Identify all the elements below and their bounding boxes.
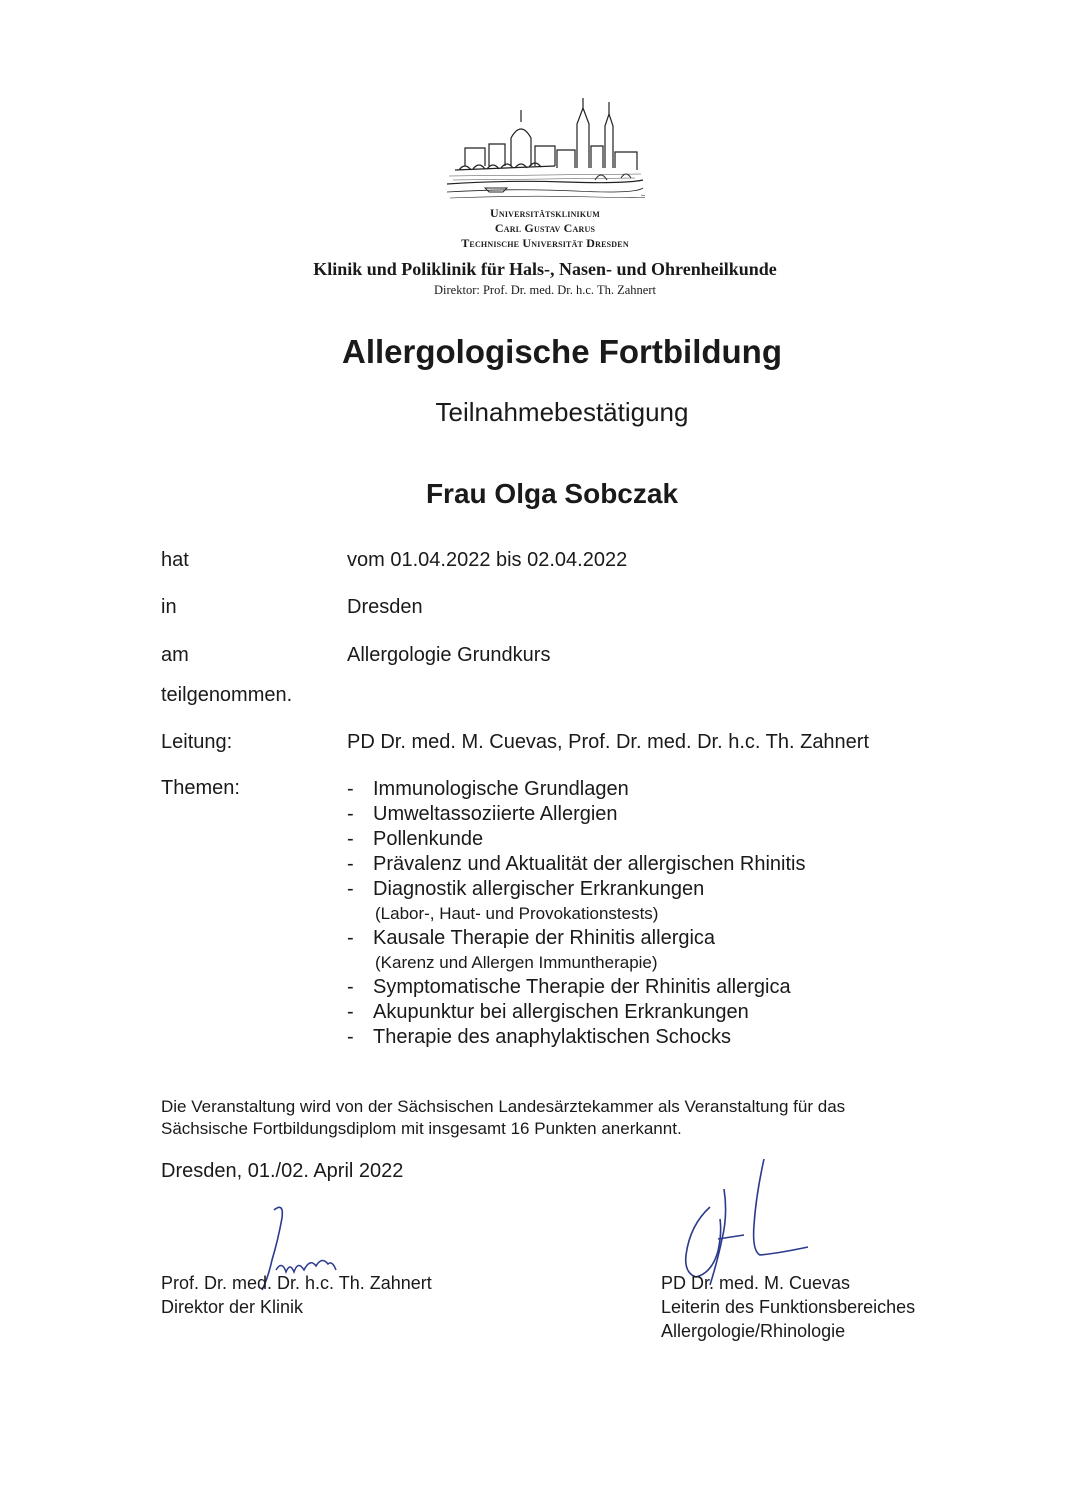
location: Dresden — [347, 596, 423, 618]
date-range: vom 01.04.2022 bis 02.04.2022 — [347, 549, 628, 571]
am-label: am — [161, 644, 189, 666]
topic-item — [347, 975, 805, 1000]
signer-cuevas — [661, 1271, 915, 1343]
topic-item — [347, 827, 805, 852]
topic-dash: - — [347, 778, 354, 800]
topic-text: Symptomatische Therapie der Rhinitis allergica — [373, 976, 791, 998]
participated-text: teilgenommen. — [161, 684, 293, 706]
topic-item — [347, 777, 805, 802]
topic-item — [347, 802, 805, 827]
signer-zahnert-name: Prof. Dr. med. Dr. h.c. Th. Zahnert — [161, 1273, 432, 1293]
topic-text: Prävalenz und Aktualität der allergischen Rhinitis — [373, 853, 806, 875]
topic-text: Kausale Therapie der Rhinitis allergica — [373, 927, 716, 949]
dresden-skyline-engraving-icon — [445, 96, 645, 206]
certificate-title: Allergologische Fortbildung — [342, 333, 782, 370]
signer-cuevas-name: PD Dr. med. M. Cuevas — [661, 1273, 851, 1293]
topic-text: Pollenkunde — [373, 828, 484, 850]
topic-subtext: (Labor-, Haut- und Provokationstests) — [375, 904, 659, 923]
topic-text: Umweltassoziierte Allergien — [373, 803, 618, 825]
topic-dash: - — [347, 828, 354, 850]
topic-subtext: (Karenz und Allergen Immuntherapie) — [375, 953, 658, 972]
topic-text: Immunologische Grundlagen — [373, 778, 629, 800]
institution-line-2: Carl Gustav Carus — [494, 221, 596, 235]
topic-item — [347, 1025, 805, 1050]
signer-cuevas-role-1: Leiterin des Funktionsbereiches — [661, 1297, 916, 1317]
accreditation-note-line-2: Sächsische Fortbildungsdiplom mit insgesamt 16 Punkten anerkannt. — [161, 1119, 682, 1138]
topic-dash: - — [347, 927, 354, 949]
place-date: Dresden, 01./02. April 2022 — [161, 1160, 404, 1182]
signer-cuevas-role-2: Allergologie/Rhinologie — [661, 1321, 846, 1341]
signer-zahnert-role: Direktor der Klinik — [161, 1297, 304, 1317]
leitung-value: PD Dr. med. M. Cuevas, Prof. Dr. med. Dr. h.c. Th. Zahnert — [347, 731, 870, 753]
accreditation-note-line-1: Die Veranstaltung wird von der Sächsischen Landesärztekammer als Veranstaltung für das — [161, 1097, 846, 1116]
topic-item — [347, 1000, 805, 1025]
topic-text: Diagnostik allergischer Erkrankungen — [373, 878, 705, 900]
topic-item — [347, 877, 805, 926]
institution-line-3: Technische Universität Dresden — [461, 236, 629, 250]
topics-list — [347, 777, 805, 1050]
topic-text: Therapie des anaphylaktischen Schocks — [373, 1026, 731, 1048]
topic-dash: - — [347, 878, 354, 900]
topic-dash: - — [347, 1026, 354, 1048]
participant-name: Frau Olga Sobczak — [425, 478, 679, 509]
signer-zahnert — [161, 1271, 432, 1319]
clinic-director: Direktor: Prof. Dr. med. Dr. h.c. Th. Zahnert — [434, 283, 656, 297]
hat-label: hat — [161, 549, 189, 571]
course-name: Allergologie Grundkurs — [347, 644, 551, 666]
institution-line-1: Universitätsklinikum — [489, 206, 601, 220]
topic-dash: - — [347, 1001, 354, 1023]
topic-dash: - — [347, 853, 354, 875]
in-label: in — [161, 596, 177, 618]
certificate-subtitle: Teilnahmebestätigung — [435, 397, 689, 427]
topic-dash: - — [347, 976, 354, 998]
accreditation-note — [161, 1096, 981, 1140]
topic-dash: - — [347, 803, 354, 825]
clinic-name: Klinik und Poliklinik für Hals-, Nasen- und Ohrenheilkunde — [313, 259, 777, 279]
topic-item — [347, 926, 805, 975]
topic-text: Akupunktur bei allergischen Erkrankungen — [373, 1001, 749, 1023]
leitung-label: Leitung: — [161, 731, 233, 753]
themen-label: Themen: — [161, 777, 240, 799]
topic-item — [347, 852, 805, 877]
